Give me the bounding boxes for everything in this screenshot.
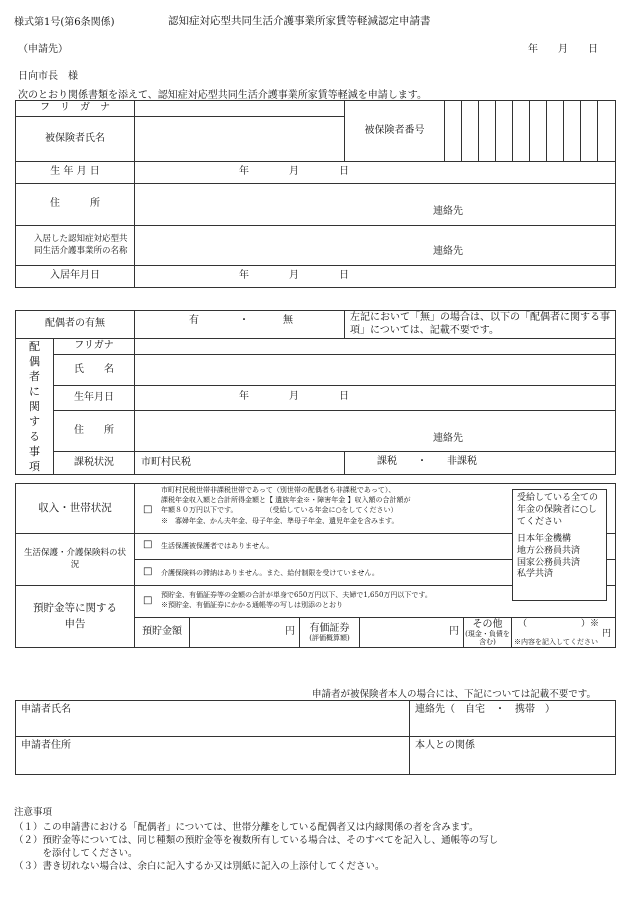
applicant-relation-field[interactable] — [410, 737, 616, 775]
income-label: 収入・世帯状況 — [16, 484, 135, 534]
spouse-tax-label: 課税状況 — [54, 452, 135, 475]
spouse-note: 左記において「無」の場合は、以下の「配偶者に関する事項」については、記載不要です。 — [345, 311, 616, 339]
other-label — [464, 618, 512, 648]
savings-label: 預貯金等に関する申告 — [16, 586, 135, 648]
income-text-4: ※ 寡婦年金、かん夫年金、母子年金、準母子年金、遺児年金を含みます。 — [161, 517, 399, 525]
note-item: （３）書き切れない場合は、余白に記入するか又は別紙に記入の上添付してください。 — [14, 861, 385, 872]
insured-number-digit[interactable] — [547, 101, 564, 162]
notes-title: 注意事項 — [14, 807, 53, 818]
insured-number-digit[interactable] — [530, 101, 547, 162]
pension-item[interactable]: 日本年金機構 — [517, 534, 572, 545]
spouse-yes[interactable]: 有 — [189, 315, 199, 326]
move-in-field[interactable] — [135, 266, 616, 288]
pension-item[interactable]: 地方公務員共済 — [517, 546, 581, 557]
other-paren: （ ）※ — [518, 619, 600, 629]
other-field[interactable] — [512, 618, 616, 648]
insured-address-label: 住 所 — [16, 184, 135, 226]
welfare-checkbox-1[interactable]: □ — [143, 539, 153, 550]
deposit-field[interactable] — [190, 618, 300, 648]
date-label: 年 月 日 — [528, 44, 598, 55]
form-number: 様式第1号(第6条関係) — [14, 17, 115, 28]
facility-contact-label: 連絡先 — [433, 246, 463, 257]
spouse-no[interactable]: 無 — [283, 315, 293, 326]
insured-name-label: 被保険者氏名 — [16, 117, 135, 162]
spouse-name-field[interactable] — [135, 355, 616, 386]
addressee: 日向市長 様 — [18, 71, 78, 82]
applicant-note: 申請者が被保険者本人の場合には、下記については記載不要です。 — [312, 689, 597, 700]
welfare-text-2: 介護保険料の滞納はありません。また、給付制限を受けていません。 — [161, 569, 379, 577]
income-checkbox[interactable]: □ — [143, 504, 153, 515]
insured-birth-field[interactable] — [135, 162, 616, 184]
note-item: （１）この申請書における「配偶者」については、世帯分離をしている配偶者又は内縁関係の者を含みます。 — [14, 822, 479, 833]
insured-number-digit[interactable] — [462, 101, 479, 162]
spouse-tax-city: 市町村民税 — [135, 452, 345, 475]
move-in-value: 年 月 日 — [239, 270, 349, 281]
spouse-dot: ・ — [239, 315, 249, 326]
note-item: を添付してください。 — [14, 848, 138, 859]
spouse-tax-status[interactable]: 課税 ・ 非課税 — [377, 456, 477, 468]
spouse-furigana-field[interactable] — [135, 339, 616, 355]
spouse-section-label — [16, 339, 54, 475]
insured-number-digit[interactable] — [598, 101, 616, 162]
applicant-contact-label: 連絡先（ 自宅 ・ 携帯 ） — [415, 704, 555, 715]
insured-contact-label: 連絡先 — [433, 206, 463, 217]
insured-number-digit[interactable] — [479, 101, 496, 162]
insured-number-digit[interactable] — [581, 101, 598, 162]
other-title: その他 — [472, 618, 503, 630]
insured-number-digit[interactable] — [496, 101, 513, 162]
pension-list — [513, 530, 606, 581]
move-in-label: 入居年月日 — [16, 266, 135, 288]
insured-name-field[interactable] — [135, 117, 345, 162]
welfare-checkbox-2[interactable]: □ — [143, 566, 153, 577]
applicant-name-field[interactable] — [16, 701, 410, 737]
facility-name-field[interactable] — [135, 226, 616, 266]
spouse-birth-field[interactable] — [135, 386, 616, 411]
facility-name-label: 入居した認知症対応型共同生活介護事業所の名称 — [16, 226, 135, 266]
savings-text-2: ※預貯金、有価証券にかかる通帳等の写しは別添のとおり — [161, 601, 343, 609]
spouse-has-field[interactable] — [135, 311, 345, 339]
deposit-label: 預貯金額 — [135, 618, 190, 648]
applicant-relation-label: 本人との関係 — [415, 740, 475, 751]
spouse-birth-label: 生年月日 — [54, 386, 135, 411]
spouse-section-text: 配偶者に関する事項 — [29, 340, 40, 473]
income-text-2: 課税年金収入額と合計所得金額と【 遺族年金※・障害年金 】収入額の合計額が — [161, 496, 411, 504]
insured-number-digit[interactable] — [564, 101, 581, 162]
intro-text: 次のとおり関係書類を添えて、認知症対応型共同生活介護事業所家賃等軽減を申請します。 — [18, 90, 427, 101]
insured-number-digit[interactable] — [445, 101, 462, 162]
insured-birth-value: 年 月 日 — [239, 166, 349, 177]
securities-yen: 円 — [449, 626, 459, 638]
pension-box — [512, 489, 607, 601]
savings-checkbox[interactable]: □ — [143, 595, 153, 606]
spouse-address-label: 住 所 — [54, 411, 135, 452]
spouse-address-field[interactable] — [135, 411, 616, 452]
pension-item[interactable]: 私学共済 — [517, 569, 554, 580]
applicant-name-label: 申請者氏名 — [21, 704, 71, 715]
applicant-contact-field[interactable] — [410, 701, 616, 737]
securities-field[interactable] — [360, 618, 464, 648]
insured-number-label: 被保険者番号 — [345, 101, 445, 162]
securities-label — [300, 618, 360, 648]
applicant-address-label: 申請者住所 — [21, 740, 71, 751]
deposit-yen: 円 — [285, 626, 295, 638]
income-text-3: 年額８０万円以下です。 （受給している年金に○をしてください） — [161, 506, 398, 514]
spouse-birth-value: 年 月 日 — [239, 391, 349, 403]
other-memo: ※内容を記入してください — [514, 638, 598, 646]
applicant-label: （申請先） — [18, 44, 68, 55]
welfare-label: 生活保護・介護保険料の状況 — [16, 534, 135, 586]
securities-title: 有価証券 — [309, 622, 350, 634]
insured-number-digit[interactable] — [513, 101, 530, 162]
welfare-text-1: 生活保護被保護者ではありません。 — [161, 542, 274, 550]
spouse-table — [15, 310, 616, 475]
insured-furigana-field[interactable] — [135, 101, 345, 117]
other-yen: 円 — [602, 629, 612, 639]
spouse-has-label: 配偶者の有無 — [16, 311, 135, 339]
insured-address-field[interactable] — [135, 184, 616, 226]
savings-text-1: 預貯金、有価証券等の金額の合計が単身で650万円以下、夫婦で1,650万円以下です。 — [161, 591, 432, 599]
income-text-1: 市町村民税世帯非課税世帯であって（別世帯の配偶者も非課税であって）、 — [161, 486, 396, 494]
spouse-name-label: 氏 名 — [54, 355, 135, 386]
form-title: 認知症対応型共同生活介護事業所家賃等軽減認定申請書 — [168, 15, 431, 27]
spouse-furigana-label: フリガナ — [54, 339, 135, 355]
note-item: （２）預貯金等については、同じ種類の預貯金等を複数所有している場合は、そのすべてを記入し、通帳等の写し — [14, 835, 499, 846]
insured-birth-label: 生 年 月 日 — [16, 162, 135, 184]
securities-note: (評価概算額) — [309, 633, 350, 642]
pension-title: 受給している全ての年金の保険者に○してください — [517, 493, 599, 528]
pension-item[interactable]: 国家公務員共済 — [517, 557, 581, 568]
insured-furigana-label: フ リ ガ ナ — [16, 101, 135, 117]
other-note: (現金・負債を含む) — [465, 629, 510, 646]
spouse-contact-label: 連絡先 — [433, 433, 463, 445]
applicant-table — [15, 700, 616, 775]
insured-table — [15, 100, 616, 288]
spouse-tax-field[interactable] — [345, 452, 616, 475]
applicant-address-field[interactable] — [16, 737, 410, 775]
